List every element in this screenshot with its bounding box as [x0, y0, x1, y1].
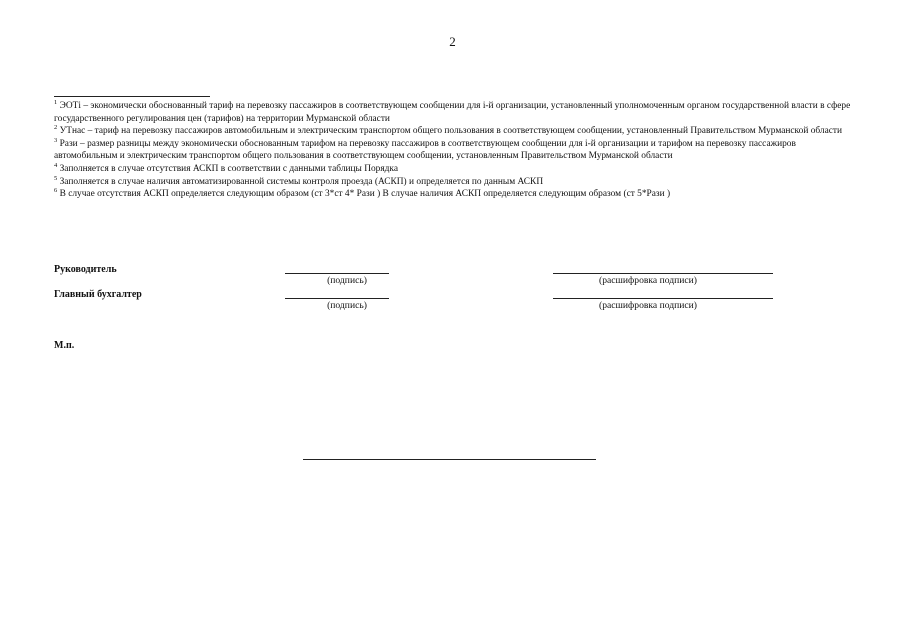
director-signature-line	[285, 273, 389, 274]
footnote-text: УТнас – тариф на перевозку пассажиров автомобильным и электрическим транспортом общего пользования в соответствующем сообщении, установленный Правительством Мурманской области	[59, 126, 843, 137]
footnote-6	[54, 188, 854, 201]
footnote-3	[54, 138, 854, 163]
footnote-mark: 2	[54, 124, 58, 132]
bottom-rule	[303, 459, 596, 460]
accountant-decoding-caption: (расшифровка подписи)	[599, 300, 697, 311]
director-decoding-caption: (расшифровка подписи)	[599, 275, 697, 286]
footnote-text: В случае отсутствия АСКП определяется следующим образом (ст 3*ст 4* Рази ) В случае наличия АСКП определяется следующим образом (ст 5*Рази )	[59, 189, 671, 200]
accountant-label: Главный бухгалтер	[54, 289, 142, 300]
footnote-text: Рази – размер разницы между экономически обоснованным тарифом на перевозку пассажиров в соответствующем сообщении для i-й организации и тарифом на перевозку пассажиров автомобильным и электрическим транспортом общего пользования в соответствующем сообщении, установленным Правительством Мурманской области	[54, 138, 796, 162]
accountant-decoding-line	[553, 298, 773, 299]
footnote-mark: 3	[54, 136, 58, 144]
footnote-text: Заполняется в случае наличия автоматизированной системы контроля проезда (АСКП) и определяется по данным АСКП	[59, 176, 544, 187]
accountant-signature-caption: (подпись)	[327, 300, 367, 311]
footnotes	[54, 100, 854, 201]
footnote-mark: 4	[54, 161, 58, 169]
footnote-mark: 1	[54, 98, 58, 106]
accountant-signature-line	[285, 298, 389, 299]
footnote-4	[54, 163, 854, 176]
footnote-text: ЭОТi – экономически обоснованный тариф на перевозку пассажиров в соответствующем сообщении для i-й организации, установленный уполномоченным органом государственной власти в сфере государственного регулирования цен (тарифов) на территории Мурманской области	[54, 101, 851, 124]
director-label: Руководитель	[54, 264, 117, 275]
stamp-place-label: М.п.	[54, 340, 75, 351]
director-signature-caption: (подпись)	[327, 275, 367, 286]
footnote-text: Заполняется в случае отсутствия АСКП в соответствии с данными таблицы Порядка	[59, 163, 398, 174]
footnote-2	[54, 125, 854, 138]
footnote-mark: 5	[54, 174, 58, 182]
footnote-1	[54, 100, 854, 125]
page-number: 2	[449, 34, 456, 49]
footnote-5	[54, 176, 854, 189]
footnote-mark: 6	[54, 187, 58, 195]
footnote-rule	[54, 96, 210, 97]
director-decoding-line	[553, 273, 773, 274]
